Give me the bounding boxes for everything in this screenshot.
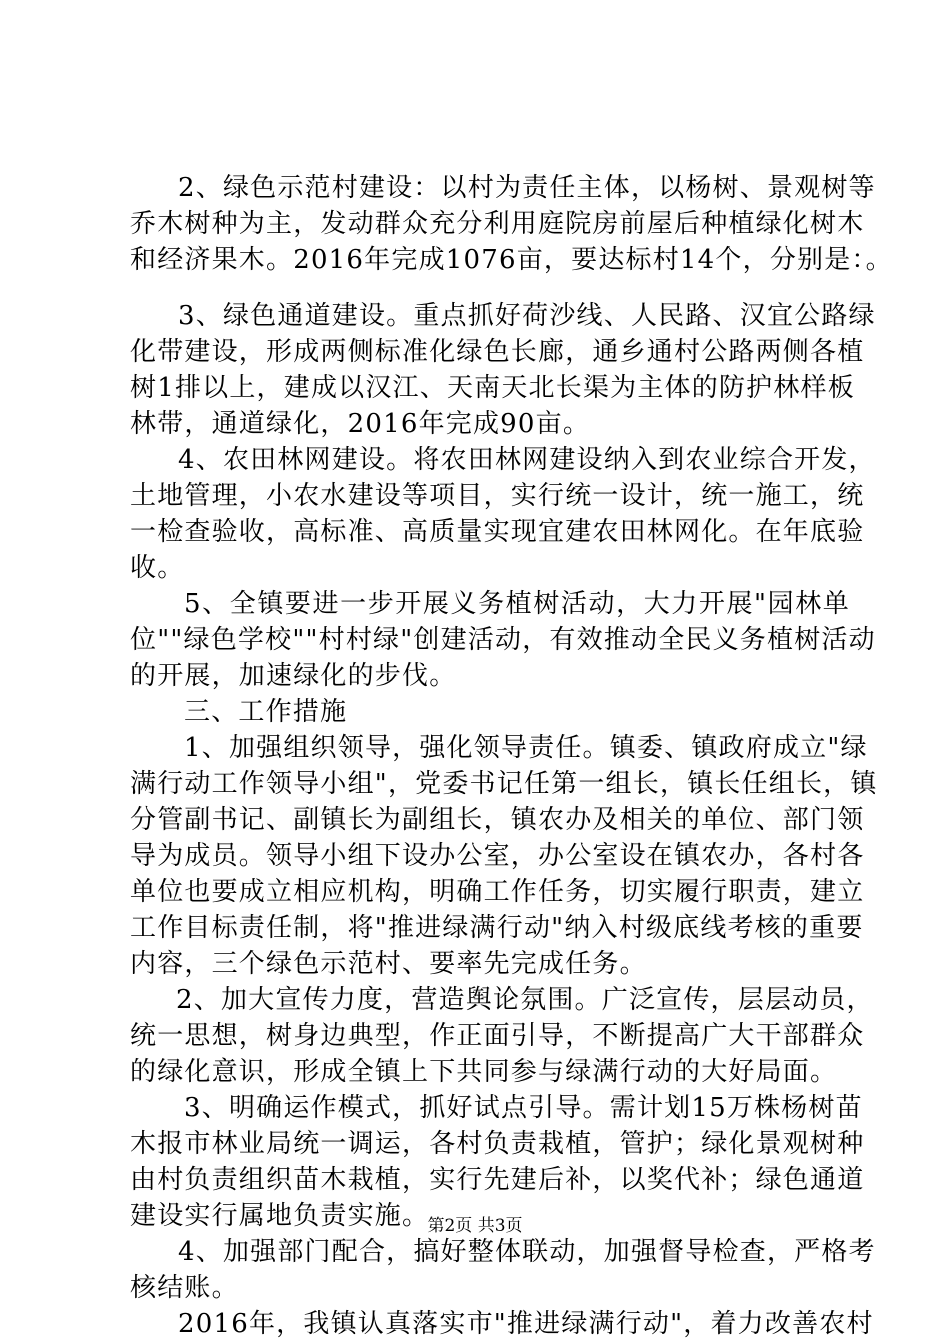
text-line: 建设实行属地负责实施。 [130, 1201, 430, 1231]
text-line: 的绿化意识，形成全镇上下共同参与绿满行动的大好局面。 [130, 1057, 838, 1087]
text-line: 林带，通道绿化，2016年完成90亩。 [130, 409, 591, 439]
text-line: 3、绿色通道建设。重点抓好荷沙线、人民路、汉宜公路绿 [178, 301, 876, 331]
text-line: 的开展，加速绿化的步伐。 [130, 661, 457, 691]
text-line: 位""绿色学校""村村绿"创建活动，有效推动全民义务植树活动 [130, 625, 876, 655]
text-line: 2、绿色示范村建设：以村为责任主体，以杨树、景观树等 [178, 173, 876, 203]
text-line: 统一思想，树身边典型，作正面引导，不断提高广大干部群众 [130, 1021, 865, 1051]
text-line: 木报市林业局统一调运，各村负责栽植，管护；绿化景观树种 [130, 1129, 865, 1159]
text-line: 和经济果木。2016年完成1076亩，要达标村14个，分别是：。 [130, 245, 893, 275]
text-line: 核结账。 [130, 1273, 239, 1303]
text-line: 分管副书记、副镇长为副组长，镇农办及相关的单位、部门领 [130, 805, 865, 835]
text-line: 满行动工作领导小组"，党委书记任第一组长，镇长任组长，镇 [130, 769, 878, 799]
text-line: 5、全镇要进一步开展义务植树活动，大力开展"园林单 [184, 589, 850, 619]
page-footer: 第2页 共3页 [427, 1216, 523, 1236]
text-line: 3、明确运作模式，抓好试点引导。需计划15万株杨树苗 [184, 1093, 863, 1123]
text-line: 4、加强部门配合，搞好整体联动，加强督导检查，严格考 [178, 1237, 876, 1267]
text-line: 2、加大宣传力度，营造舆论氛围。广泛宣传，层层动员， [176, 985, 874, 1015]
text-line: 一检查验收，高标准、高质量实现宜建农田林网化。在年底验 [130, 517, 865, 547]
text-line: 工作目标责任制，将"推进绿满行动"纳入村级底线考核的重要 [130, 913, 864, 943]
text-line: 1、加强组织领导，强化领导责任。镇委、镇政府成立"绿 [184, 733, 868, 763]
section-heading: 三、工作措施 [184, 697, 348, 727]
text-line: 收。 [130, 553, 185, 583]
text-line: 土地管理，小农水建设等项目，实行统一设计，统一施工，统 [130, 481, 865, 511]
text-line: 导为成员。领导小组下设办公室，办公室设在镇农办，各村各 [130, 841, 865, 871]
text-line: 树1排以上，建成以汉江、天南天北长渠为主体的防护林样板 [130, 373, 855, 403]
text-line: 由村负责组织苗木栽植，实行先建后补，以奖代补；绿色通道 [130, 1165, 865, 1195]
text-line: 单位也要成立相应机构，明确工作任务，切实履行职责，建立 [130, 877, 865, 907]
text-line: 2016年，我镇认真落实市"推进绿满行动"，着力改善农村 [178, 1309, 874, 1339]
text-line: 内容，三个绿色示范村、要率先完成任务。 [130, 949, 647, 979]
text-line: 4、农田林网建设。将农田林网建设纳入到农业综合开发， [178, 445, 876, 475]
text-line: 乔木树种为主，发动群众充分利用庭院房前屋后种植绿化树木 [130, 209, 865, 239]
text-line: 化带建设，形成两侧标准化绿色长廊，通乡通村公路两侧各植 [130, 337, 865, 367]
